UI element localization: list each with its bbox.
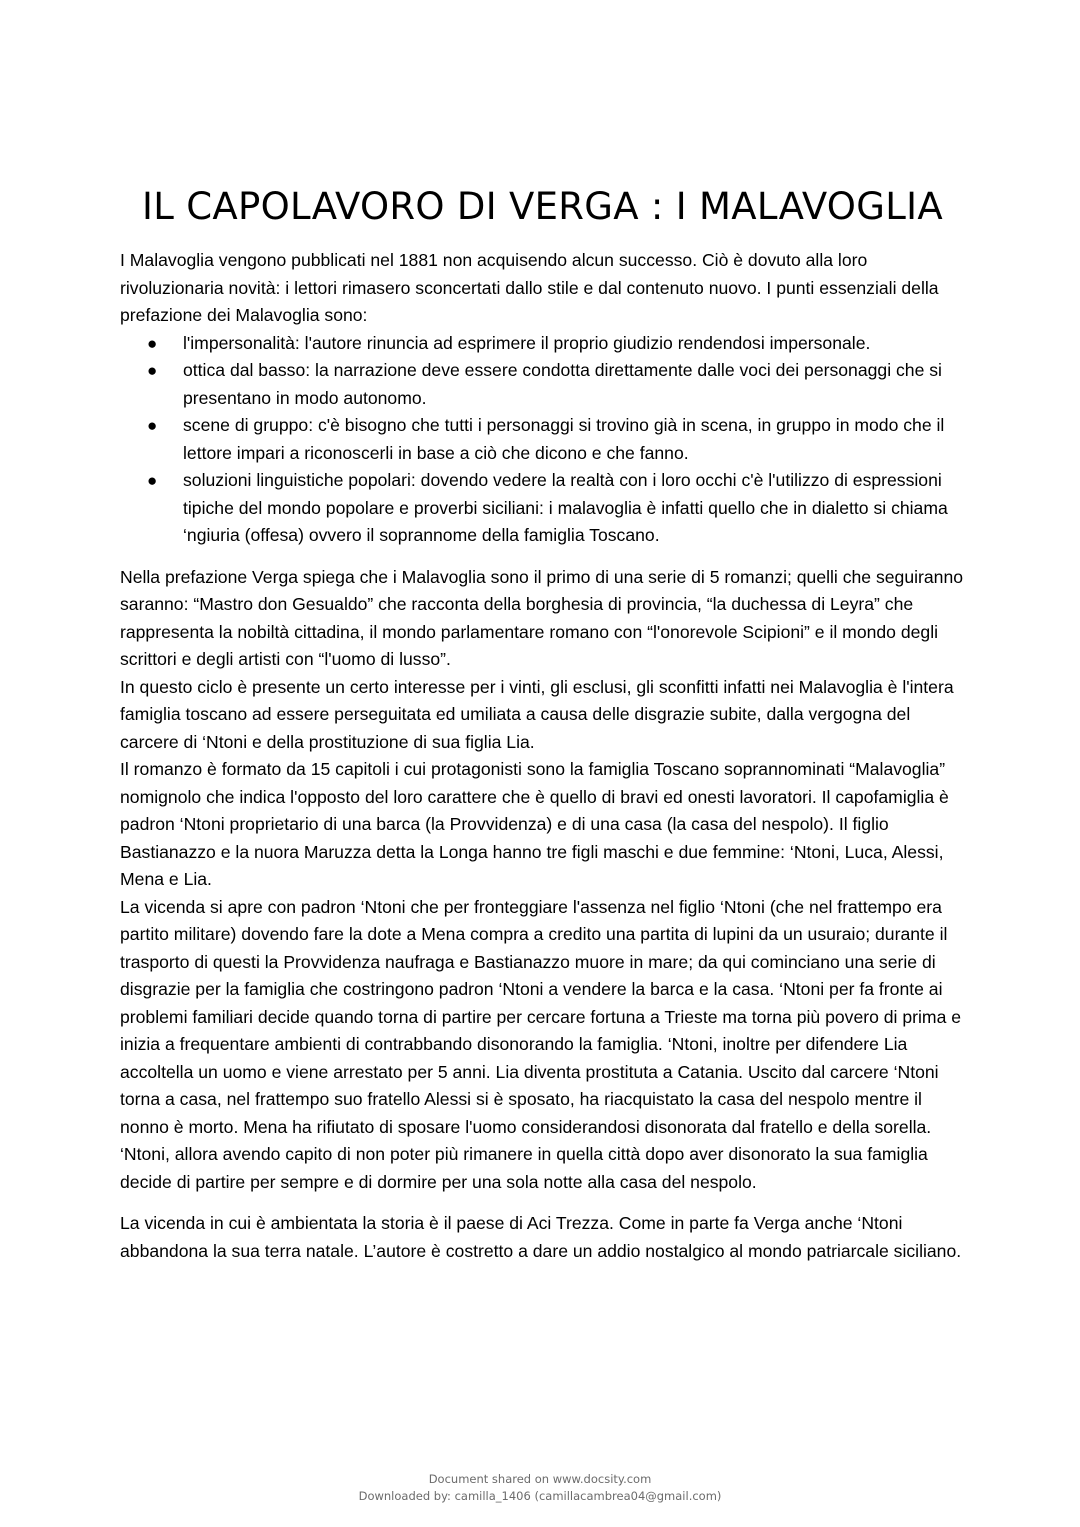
- closing-paragraph: La vicenda in cui è ambientata la storia è il paese di Aci Trezza. Come in parte fa Verga anche ‘Ntoni abbandona la sua terra natale. L’autore è costretto a dare un addio nostalgico al mondo patriarcale siciliano.: [120, 1213, 962, 1261]
- paragraph-vinti: In questo ciclo è presente un certo interesse per i vinti, gli esclusi, gli sconfitti infatti nei Malavoglia è l'intera famiglia toscano ad essere perseguitata ed umiliata a causa delle disgrazie subite, dalla vergogna del carcere di ‘Ntoni e della prostituzione di sua figlia Lia.: [120, 676, 954, 752]
- document-title: IL CAPOLAVORO DI VERGA : I MALAVOGLIA: [142, 185, 943, 228]
- paragraph-plot: La vicenda si apre con padron ‘Ntoni che per fronteggiare l'assenza nel figlio ‘Ntoni (che nel frattempo era partito militare) dovendo fare la dote a Mena compra a credito una partita di lupini da un usuraio; durante il trasporto di questi la Provvidenza naufraga e Bastianazzo muore in mare; da qui cominciano una serie di disgrazie per la famiglia che costringono padron ‘Ntoni a vendere la barca e la casa. ‘Ntoni per fa fronte ai problemi familiari decide quando torna di partire per cercare fortuna a Trieste ma torna più povero di prima e inizia a frequentare ambienti di contrabbando disonorando la famiglia. ‘Ntoni, inoltre per difendere Lia accoltella un uomo e viene arrestato per 5 anni. Lia diventa prostituta a Catania. Uscito dal carcere ‘Ntoni torna a casa, nel frattempo suo fratello Alessi si è sposato, ha riacquistato la casa del nespolo mentre il nonno è morto. Mena ha rifiutato di sposare l'uomo considerandosi disonorata dal fratello e della sorella. ‘Ntoni, allora avendo capito di non poter più rimanere in quella città dopo aver disonorato la sua famiglia decide di partire per sempre e di dormire per una sola notte alla casa del nespolo.: [120, 896, 962, 1192]
- list-item-text: scene di gruppo: c'è bisogno che tutti i personaggi si trovino già in scena, in gruppo in modo che il lettore impari a riconoscerli in base a ciò che dicono e che fanno.: [183, 415, 945, 463]
- intro-paragraph: I Malavoglia vengono pubblicati nel 1881 non acquisendo alcun successo. Ciò è dovuto alla loro rivoluzionaria novità: i lettori rimasero sconcertati dallo stile e dal contenuto nuovo. I punti essenziali della prefazione dei Malavoglia sono:: [120, 250, 939, 325]
- bullet-icon: ●: [147, 333, 158, 353]
- list-item: [147, 467, 965, 550]
- list-item: [147, 412, 965, 467]
- footer-downloaded-text: Downloaded by: camilla_1406 (camillacambrea04@gmail.com): [358, 1489, 722, 1503]
- main-text-block: [120, 564, 965, 1197]
- list-item-text: l'impersonalità: l'autore rinuncia ad esprimere il proprio giudizio rendendosi impersonale.: [183, 332, 871, 353]
- list-item-text: soluzioni linguistiche popolari: dovendo vedere la realtà con i loro occhi c'è l'utilizzo di espressioni tipiche del mondo popolare e proverbi siciliani: i malavoglia è infatti quello che in dialetto si chiama ‘ngiuria (offesa) ovvero il soprannome della famiglia Toscano.: [183, 470, 948, 545]
- bullet-icon: ●: [147, 361, 158, 380]
- list-item-text: ottica dal basso: la narrazione deve essere condotta direttamente dalle voci dei personaggi che si presentano in modo autonomo.: [183, 360, 942, 408]
- page-footer: [0, 1471, 1080, 1505]
- document-body: [120, 247, 965, 1265]
- list-item: [147, 330, 965, 358]
- key-points-list: [120, 330, 965, 550]
- bullet-icon: ●: [147, 416, 158, 435]
- list-item: [147, 357, 965, 412]
- footer-shared-text: Document shared on www.docsity.com: [428, 1472, 652, 1486]
- paragraph-characters: Il romanzo è formato da 15 capitoli i cui protagonisti sono la famiglia Toscano soprannominati “Malavoglia” nomignolo che indica l'opposto del loro carattere che è quello di bravi ed onesti lavoratori. Il capofamiglia è padron ‘Ntoni proprietario di una barca (la Provvidenza) e di una casa (la casa del nespolo). Il figlio Bastianazzo e la nuora Maruzza detta la Longa hanno tre figli maschi e due femmine: ‘Ntoni, Luca, Alessi, Mena e Lia.: [120, 759, 949, 889]
- bullet-icon: ●: [147, 471, 158, 490]
- paragraph-series: Nella prefazione Verga spiega che i Malavoglia sono il primo di una serie di 5 romanzi; quelli che seguiranno saranno: “Mastro don Gesualdo” che racconta della borghesia di provincia, “la duchessa di Leyra” che rappresenta la nobiltà cittadina, il mondo parlamentare romano con “l'onorevole Scipioni” e il mondo degli scrittori e degli artisti con “l'uomo di lusso”.: [120, 566, 964, 669]
